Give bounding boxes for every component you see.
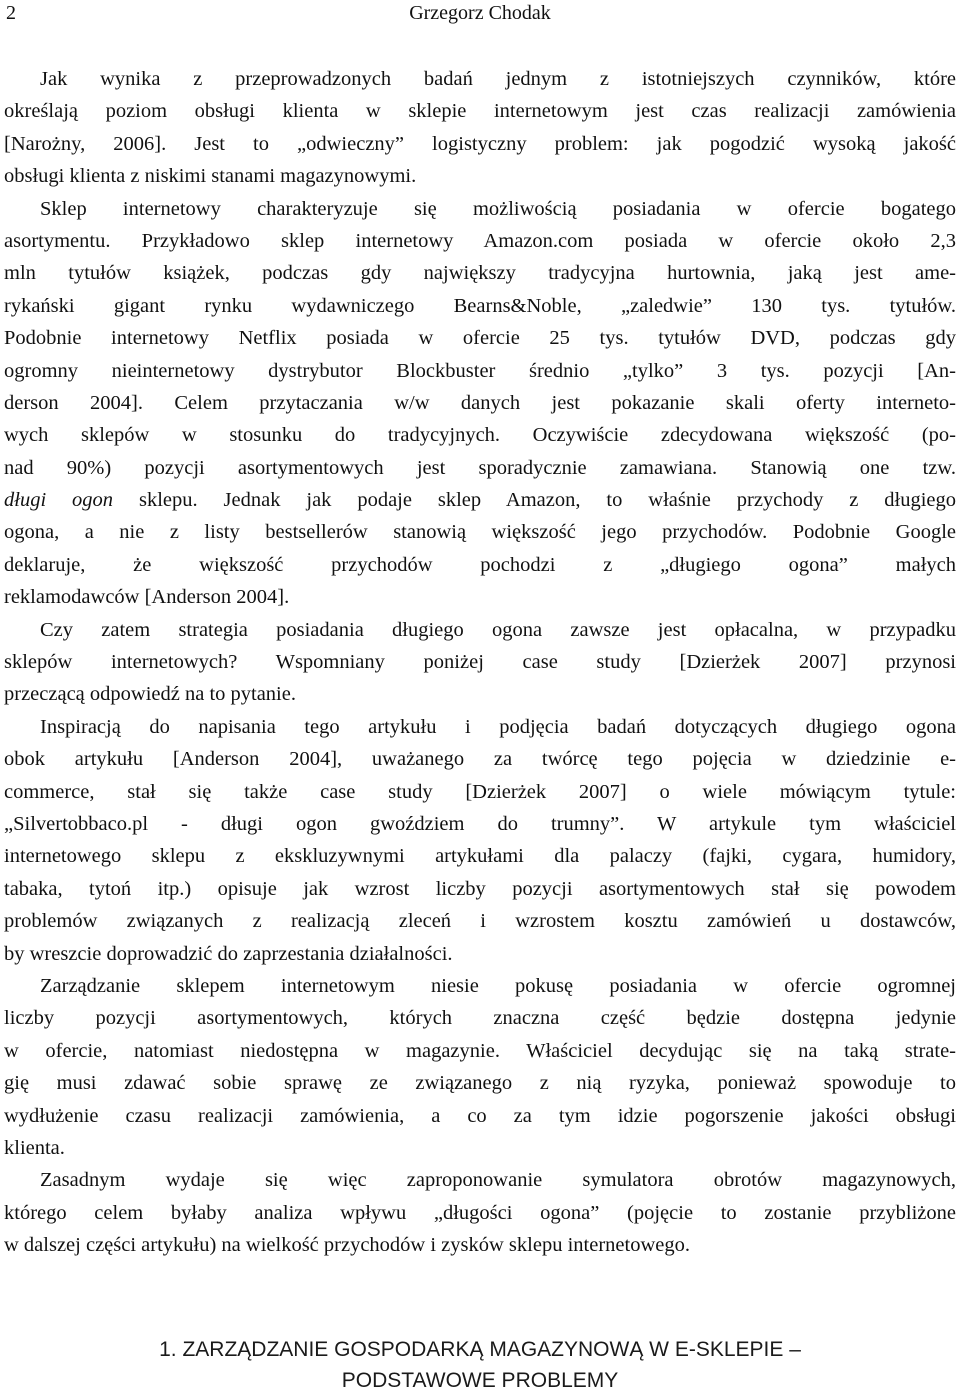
text-line: reklamodawców [Anderson 2004]. <box>4 586 290 609</box>
text-line: ogromny nieinternetowy dystrybutor Blockbuster średnio „tylko” 3 tys. pozycji [An- <box>4 359 956 382</box>
text-line: problemów związanych z realizacją zleceń i wzrostem kosztu zamówień u dostawców, <box>4 910 956 933</box>
text-line: by wreszcie doprowadzić do zaprzestania działalności. <box>4 942 453 965</box>
text-line: mln tytułów książek, podczas gdy największy tradycyjna hurtownia, jaką jest ame- <box>4 262 956 285</box>
text-line: klienta. <box>4 1136 65 1159</box>
section-heading-line: PODSTAWOWE PROBLEMY <box>341 1369 619 1392</box>
text-line: Czy zatem strategia posiadania długiego ogona zawsze jest opłacalna, w przypadku <box>40 618 956 641</box>
text-line: „Silvertobbaco.pl - długi ogon gwoździem do trumny”. W artykule tym właściciel <box>4 812 956 835</box>
text-line: deklaruje, że większość przychodów pochodzi z „długiego ogona” małych <box>4 553 956 576</box>
text-line: internetowego sklepu z ekskluzywnymi artykułami dla palaczy (fajki, cygara, humidory, <box>4 845 956 868</box>
text-line-rest: sklepu. Jednak jak podaje sklep Amazon, to właśnie przychody z długiego <box>113 489 956 512</box>
text-line: liczby pozycji asortymentowych, których znaczna część będzie dostępna jedynie <box>4 1007 956 1030</box>
text-line: obok artykułu [Anderson 2004], uważanego za twórcę tego pojęcia w dziedzinie e- <box>4 748 956 771</box>
text-line: Jak wynika z przeprowadzonych badań jednym z istotniejszych czynników, które <box>40 68 956 90</box>
text-line: Sklep internetowy charakteryzuje się możliwością posiadania w ofercie bogatego <box>40 197 956 220</box>
running-header-author: Grzegorz Chodak <box>409 2 551 24</box>
text-line: wydłużenie czasu realizacji zamówienia, a co za tym idzie pogorszenie jakości obsługi <box>4 1104 956 1127</box>
text-line: Zarządzanie sklepem internetowym niesie pokusę posiadania w ofercie ogromnej <box>40 974 956 997</box>
section-heading-line: 1. ZARZĄDZANIE GOSPODARKĄ MAGAZYNOWĄ W E-SKLEPIE – <box>159 1338 801 1361</box>
text-line: commerce, stał się także case study [Dzierżek 2007] o wiele mówiącym tytule: <box>4 780 956 803</box>
section-heading <box>0 1334 960 1396</box>
text-line: Zasadnym wydaje się więc zaproponowanie symulatora obrotów magazynowych, <box>40 1169 956 1192</box>
text-line: przeczącą odpowiedź na to pytanie. <box>4 683 296 706</box>
text-line: asortymentu. Przykładowo sklep internetowy Amazon.com posiada w ofercie około 2,3 <box>4 229 956 252</box>
text-line: ogona, a nie z listy bestsellerów stanowią większość jego przychodów. Podobnie Google <box>4 521 956 544</box>
page-number: 2 <box>6 2 16 24</box>
text-line: tabaka, tytoń itp.) opisuje jak wzrost liczby pozycji asortymentowych stał się powodem <box>4 877 956 900</box>
text-line: w dalszej części artykułu) na wielkość przychodów i zysków sklepu internetowego. <box>4 1234 690 1257</box>
text-line: nad 90%) pozycji asortymentowych jest sporadycznie zamawiana. Stanowią one tzw. <box>4 456 956 479</box>
text-line: [Narożny, 2006]. Jest to „odwieczny” logistyczny problem: jak pogodzić wysoką jakość <box>4 132 956 155</box>
text-line: wych sklepów w stosunku do tradycyjnych. Oczywiście zdecydowana większość (po- <box>4 424 956 447</box>
text-line: którego celem byłaby analiza wpływu „długości ogona” (pojęcie to zostanie przybliżone <box>4 1201 956 1224</box>
italic-term: długi ogon <box>4 489 114 512</box>
text-line <box>4 484 956 516</box>
text-line: rykański gigant rynku wydawniczego Bearns&Noble, „zaledwie” 130 tys. tytułów. <box>4 294 956 317</box>
running-header <box>6 0 954 28</box>
text-line: Inspiracją do napisania tego artykułu i podjęcia badań dotyczących długiego ogona <box>40 715 956 738</box>
text-line: w ofercie, natomiast niedostępna w magazynie. Właściciel decydując się na taką strate- <box>4 1039 956 1062</box>
body-text <box>4 63 956 1261</box>
text-line: derson 2004]. Celem przytaczania w/w danych jest pokazanie skali oferty interneto- <box>4 391 956 414</box>
text-line: określają poziom obsługi klienta w sklepie internetowym jest czas realizacji zamówienia <box>4 100 956 123</box>
text-line: Podobnie internetowy Netflix posiada w ofercie 25 tys. tytułów DVD, podczas gdy <box>4 327 956 350</box>
text-line: obsługi klienta z niskimi stanami magazynowymi. <box>4 165 417 188</box>
text-line: gię musi zdawać sobie sprawę ze związanego z nią ryzyka, ponieważ spowoduje to <box>4 1072 956 1095</box>
text-line: sklepów internetowych? Wspomniany poniżej case study [Dzierżek 2007] przynosi <box>4 651 956 674</box>
